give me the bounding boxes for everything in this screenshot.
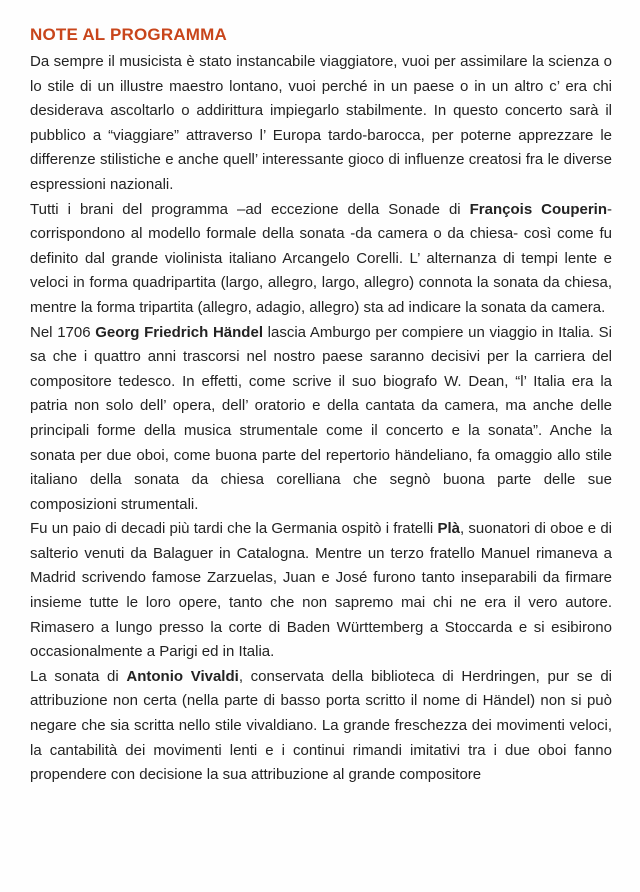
- paragraph: [30, 50, 612, 198]
- text-segment: Fu un paio di decadi più tardi che la Germania ospitò i fratelli: [30, 520, 438, 538]
- text-segment: Nel 1706: [30, 323, 96, 341]
- paragraph: [30, 321, 612, 518]
- paragraph: [30, 517, 612, 665]
- text-segment: La sonata di: [30, 667, 127, 685]
- text-segment: Da sempre il musicista è stato instancabile viaggiatore, vuoi per assimilare la scienza o lo stile di un illustre maestro lontano, vuoi perché in un paese o in un altro c’ era chi desiderava ascoltarlo o addirittura impiegarlo stabilmente. In questo concerto sarà il pubblico a “viaggiare” attraverso l’ Europa tardo-barocca, per poterne apprezzare le differenze stilistiche e anche quell’ interessante gioco di influenze creatosi fra le diverse espressioni nazionali.: [30, 53, 612, 193]
- composer-name: Georg Friedrich Händel: [95, 323, 263, 341]
- document-title: NOTE AL PROGRAMMA: [30, 25, 228, 44]
- text-segment: Tutti i brani del programma –ad eccezione della Sonade di: [30, 200, 470, 218]
- text-segment: , suonatori di oboe e di salterio venuti da Balaguer in Catalogna. Mentre un terzo fratello Manuel rimaneva a Madrid scrivendo famose Zarzuelas, Juan e José furono tanto inseparabili da firmare insieme tutte le loro opere, tanto che non sapremo mai chi ne era il vero autore. Rimasero a lungo presso la corte di Baden Württemberg a Stoccarda e si esibirono occasionalmente a Parigi ed in Italia.: [30, 520, 612, 661]
- page: [30, 24, 612, 788]
- text-segment: - corrispondono al modello formale della sonata -da camera o da chiesa- così come fu definito dal grande violinista italiano Arcangelo Corelli. L’ alternanza di tempi lente e veloci in forma quadripartita (largo, allegro, largo, allegro) connota la sonata da chiesa, mentre la forma tripartita (allegro, adagio, allegro) sta ad indicare la sonata da camera.: [30, 200, 612, 316]
- document-body: [30, 50, 612, 788]
- text-segment: , conservata della biblioteca di Herdringen, pur se di attribuzione non certa (nella parte di basso porta scritto il nome di Händel) non si può negare che sia scritta nello stile vivaldiano. La grande freschezza dei movimenti veloci, la cantabilità dei movimenti lenti e i continui rimandi imitativi tra i due oboi fanno propendere con decisione la sua attribuzione al grande compositore: [30, 667, 612, 784]
- composer-name: Antonio Vivaldi: [126, 667, 239, 685]
- text-segment: lascia Amburgo per compiere un viaggio in Italia. Si sa che i quattro anni trascorsi nel nostro paese saranno decisivi per la carriera del compositore tedesco. In effetti, come scrive il suo biografo W. Dean, “l’ Italia era la patria non solo dell’ opera, dell’ oratorio e della cantata da camera, ma anche delle principali forme della musica strumentale come il concerto e la sonata”. Anche la sonata per due oboi, come buona parte del repertorio händeliano, fa omaggio allo stile italiano della sonata da chiesa corelliana che segnò buona parte delle sue composizioni strumentali.: [30, 323, 612, 513]
- paragraph: [30, 665, 612, 788]
- paragraph: [30, 198, 612, 321]
- composer-name: François Couperin: [469, 200, 607, 218]
- composer-name: Plà: [437, 520, 460, 538]
